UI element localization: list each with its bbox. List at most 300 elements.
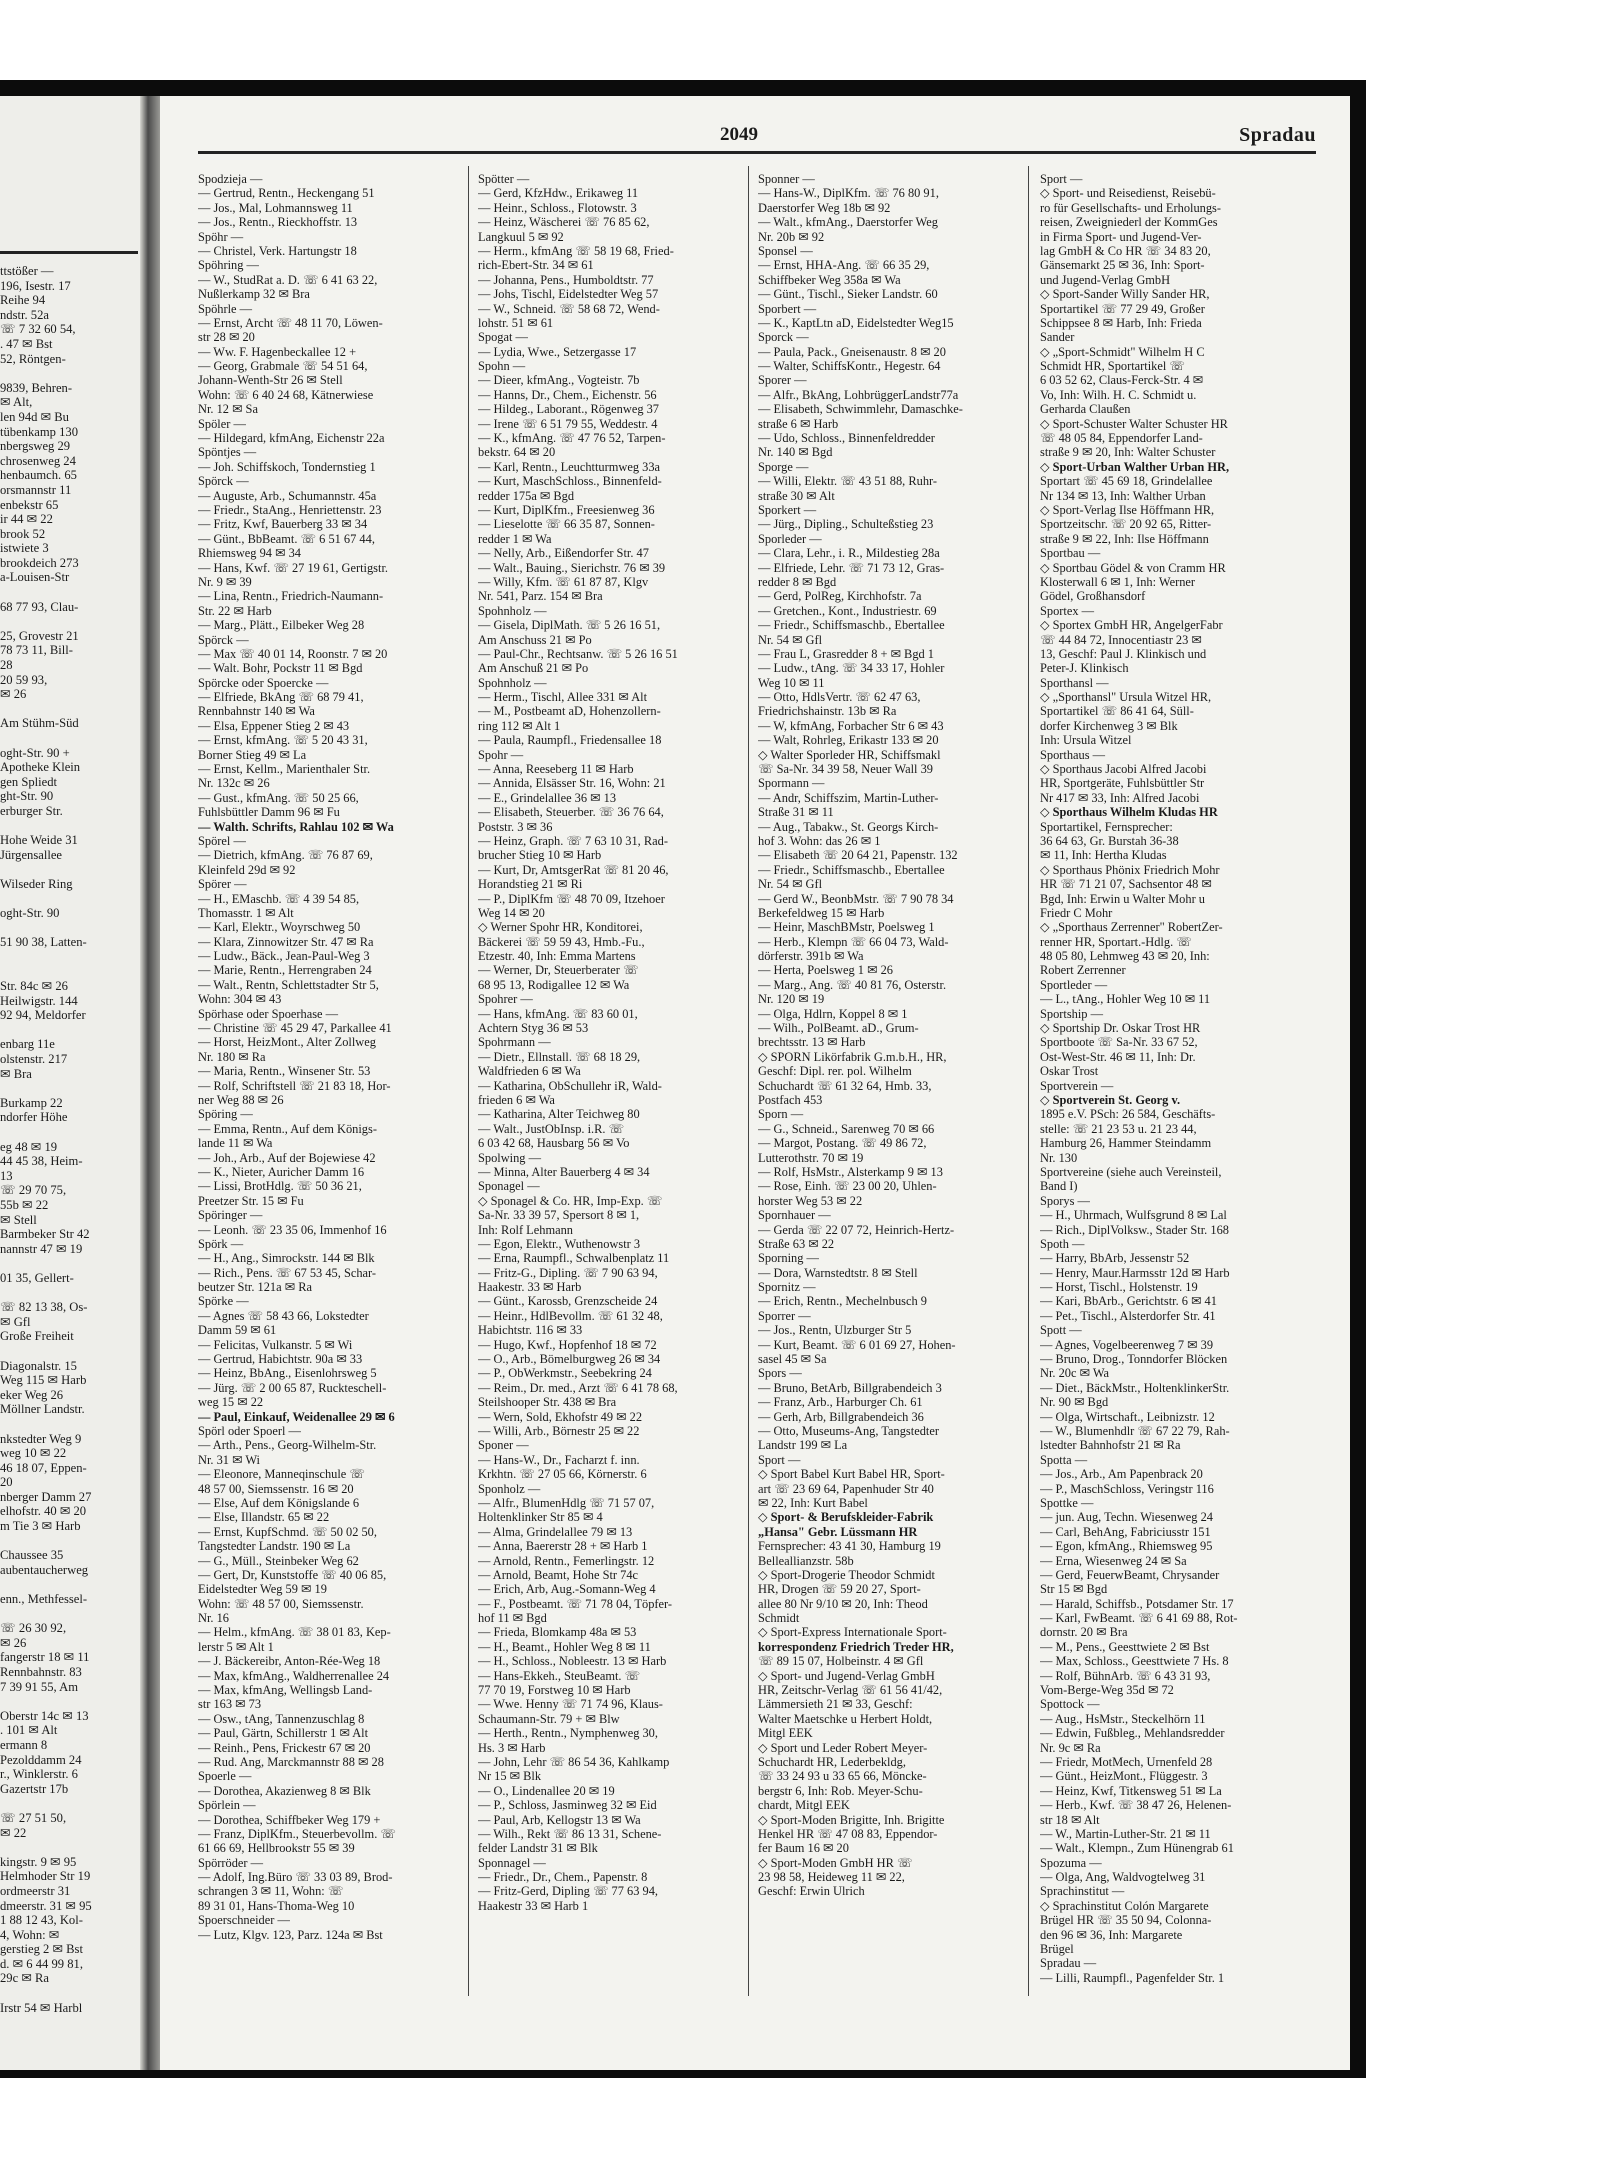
fragment-line: 68 77 93, Clau- [0, 599, 79, 614]
directory-entry: — Minna, Alter Bauerberg 4 ✉ 34 [478, 1164, 650, 1179]
surname-heading: Spörcke oder Spoercke — [198, 675, 329, 690]
directory-entry: weg 15 ✉ 22 [198, 1395, 264, 1410]
surname-heading: Spörröder — [198, 1855, 264, 1870]
fragment-line [0, 614, 140, 629]
directory-entry: — Friedr., Schiffsmaschb., Ebertallee [758, 862, 945, 877]
directory-entry: Peter-J. Klinkisch [1040, 661, 1129, 676]
directory-entry: ◇ Sportbau Gödel & von Cramm HR [1040, 560, 1226, 575]
surname-heading: Spolwing — [478, 1150, 541, 1165]
directory-entry: brechtsstr. 13 ✉ Harb [758, 1035, 866, 1050]
fragment-line: kingstr. 9 ✉ 95 [0, 1854, 77, 1869]
fragment-line [0, 1534, 140, 1549]
directory-entry: — Wwe. Henny ☏ 71 74 96, Klaus- [478, 1697, 663, 1712]
directory-entry: — Lilli, Raumpfl., Pagenfelder Str. 1 [1040, 1970, 1225, 1985]
fragment-line [0, 1256, 140, 1271]
directory-entry: ◇ Sportship Dr. Oskar Trost HR [1040, 1021, 1201, 1036]
column-2 [478, 172, 740, 1913]
fragment-line: Pezolddamm 24 [0, 1752, 82, 1767]
directory-entry: — Heinz, Kwf, Titkensweg 51 ✉ La [1040, 1783, 1222, 1798]
directory-entry: — Andr, Schiffszim, Martin-Luther- [758, 790, 939, 805]
fragment-line [0, 366, 140, 381]
directory-entry: ◇ Sporthaus Wilhelm Kludas HR [1040, 805, 1218, 820]
directory-entry: — Heinz, Graph. ☏ 7 63 10 31, Rad- [478, 833, 668, 848]
directory-entry: Nr. 140 ✉ Bgd [758, 445, 833, 460]
directory-entry: Fuhlsbüttler Damm 96 ✉ Fu [198, 805, 340, 820]
directory-entry: Nr. 54 ✉ Gfl [758, 632, 823, 647]
surname-heading: Spormann — [758, 776, 825, 791]
surname-heading: Sport — [758, 1452, 801, 1467]
directory-entry: Hs. 3 ✉ Harb [478, 1740, 546, 1755]
directory-entry: — John, Lehr ☏ 86 54 36, Kahlkamp [478, 1754, 670, 1769]
directory-entry: — P., DiplKfm ☏ 48 70 09, Itzehoer [478, 891, 665, 906]
directory-entry: — Hans, Kwf. ☏ 27 19 61, Gertigstr. [198, 560, 388, 575]
directory-entry: Postfach 453 [758, 1093, 823, 1107]
fragment-line: erburger Str. [0, 803, 63, 818]
directory-entry: — Paul, Einkauf, Weidenallee 29 ✉ 6 [198, 1409, 395, 1424]
directory-entry: Rhiemsweg 94 ✉ 34 [198, 546, 301, 561]
directory-entry: — Gert, Dr, Kunststoffe ☏ 40 06 85, [198, 1567, 387, 1582]
directory-entry: — G., Müll., Steinbeker Weg 62 [198, 1553, 359, 1568]
directory-entry: — Willy, Kfm. ☏ 61 87 87, Klgv [478, 574, 649, 589]
directory-entry: Sportartikel ☏ 86 41 64, Süll- [1040, 704, 1194, 719]
fragment-line: Chaussee 35 [0, 1548, 64, 1563]
directory-entry: Hamburg 26, Hammer Steindamm [1040, 1136, 1212, 1151]
surname-heading: Sportship — [1040, 1006, 1103, 1021]
directory-entry: lande 11 ✉ Wa [198, 1136, 273, 1151]
directory-entry: Daerstorfer Weg 18b ✉ 92 [758, 200, 891, 215]
directory-entry: — Fritz, Kwf, Bauerberg 33 ✉ 34 [198, 517, 368, 532]
directory-entry: — Leonh. ☏ 23 35 06, Immenhof 16 [198, 1222, 387, 1237]
surname-heading: Sponholz — [478, 1481, 541, 1496]
directory-entry: reisen, Zweigniederl der KommGes [1040, 215, 1218, 230]
directory-entry: — Lina, Rentn., Friedrich-Naumann- [198, 589, 384, 604]
directory-entry: — Hanns, Dr., Chem., Eichenstr. 56 [478, 387, 657, 402]
directory-entry: Straße 63 ✉ 22 [758, 1236, 835, 1251]
surname-heading: Spoerle — [198, 1769, 252, 1784]
directory-entry: — Erich, Arb, Aug.-Somann-Weg 4 [478, 1582, 656, 1597]
directory-entry: — Jürg., Dipling., Schulteßstieg 23 [758, 517, 934, 532]
directory-entry: rich-Ebert-Str. 34 ✉ 61 [478, 258, 594, 273]
directory-entry: — Arth., Pens., Georg-Wilhelm-Str. [198, 1438, 377, 1453]
directory-entry: Nr. 20b ✉ 92 [758, 229, 825, 244]
directory-entry: — Otto, HdlsVertr. ☏ 62 47 63, [758, 690, 921, 705]
directory-entry: — Walt., kfmAng., Daerstorfer Weg [758, 215, 938, 230]
directory-entry: Preetzer Str. 15 ✉ Fu [198, 1193, 304, 1208]
directory-entry: — Christel, Verk. Hartungstr 18 [198, 243, 357, 258]
directory-entry: 89 31 01, Hans-Thoma-Weg 10 [198, 1898, 355, 1913]
fragment-line: 29c ✉ Ra [0, 1971, 50, 1986]
surname-heading: Spötter — [478, 172, 530, 186]
directory-entry: — Jos., Mal, Lohmannsweg 11 [198, 200, 353, 215]
directory-entry: — Hugo, Kwf., Hopfenhof 18 ✉ 72 [478, 1337, 657, 1352]
fragment-line: 25, Grovestr 21 [0, 628, 79, 643]
fragment-line: olstenstr. 217 [0, 1052, 68, 1067]
directory-entry: — Fritz-Gerd, Dipling ☏ 77 63 94, [478, 1884, 658, 1899]
fragment-line: 51 90 38, Latten- [0, 935, 87, 950]
fragment-line [0, 1986, 140, 2001]
directory-entry: — K., kfmAng. ☏ 47 76 52, Tarpen- [478, 431, 666, 446]
directory-entry: ☏ 89 15 07, Holbeinstr. 4 ✉ Gfl [758, 1654, 924, 1669]
directory-entry: — Reim., Dr. med., Arzt ☏ 6 41 78 68, [478, 1380, 678, 1395]
surname-heading: Spohrer — [478, 992, 533, 1007]
directory-entry: — Pet., Tischl., Alsterdorfer Str. 41 [1040, 1308, 1216, 1323]
directory-entry: ◇ SPORN Likörfabrik G.m.b.H., HR, [758, 1049, 947, 1064]
directory-entry: in Firma Sport- und Jugend-Ver- [1040, 229, 1202, 244]
directory-entry: — Horst, HeizMont., Alter Zollweg [198, 1035, 376, 1050]
column-divider [1028, 166, 1029, 1996]
fragment-line: Große Freiheit [0, 1329, 74, 1344]
directory-entry: — Johanna, Pens., Humboldtstr. 77 [478, 272, 654, 287]
fragment-line: ✉ 26 [0, 687, 27, 702]
directory-entry: Fernsprecher: 43 41 30, Hamburg 19 [758, 1539, 941, 1554]
directory-entry: fer Baum 16 ✉ 20 [758, 1841, 849, 1856]
surname-heading: Spörer — [198, 877, 247, 892]
fragment-line: Gazertstr 17b [0, 1781, 69, 1796]
fragment-line: Burkamp 22 [0, 1095, 63, 1110]
directory-entry: ◇ Sprachinstitut Colón Margarete [1040, 1898, 1209, 1913]
directory-entry: — H., Beamt., Hohler Weg 8 ✉ 11 [478, 1639, 651, 1654]
directory-entry: Nr. 120 ✉ 19 [758, 992, 825, 1007]
fragment-line [0, 585, 140, 600]
directory-entry: Nr. 90 ✉ Bgd [1040, 1395, 1109, 1410]
directory-entry: — Franz, DiplKfm., Steuerbevollm. ☏ [198, 1826, 396, 1841]
fragment-line: elhofstr. 40 ✉ 20 [0, 1504, 87, 1519]
directory-entry: — Walt, Rohrleg, Erikastr 133 ✉ 20 [758, 733, 939, 748]
directory-entry: Nr. 54 ✉ Gfl [758, 877, 823, 892]
directory-entry: — Horst, Tischl., Holstenstr. 19 [1040, 1280, 1198, 1295]
directory-entry: — Auguste, Arb., Schumannstr. 45a [198, 488, 377, 503]
directory-entry: — Adolf, Ing.Büro ☏ 33 03 89, Brod- [198, 1870, 393, 1885]
directory-entry: — Frau L, Grasredder 8 + ✉ Bgd 1 [758, 646, 935, 661]
fragment-line: Heilwigstr. 144 [0, 993, 78, 1008]
directory-entry: — Dieer, kfmAng., Vogteistr. 7b [478, 373, 640, 388]
directory-entry: — Kari, BbArb., Gerichtstr. 6 ✉ 41 [1040, 1294, 1217, 1309]
fragment-line: ght-Str. 90 [0, 789, 54, 804]
directory-entry: — Elfriede, BkAng ☏ 68 79 41, [198, 690, 364, 705]
directory-entry: sasel 45 ✉ Sa [758, 1352, 827, 1367]
directory-entry: Vo, Inh: Wilh. H. C. Schmidt u. [1040, 387, 1197, 402]
directory-entry: frieden 6 ✉ Wa [478, 1093, 555, 1107]
directory-entry: — O., Arb., Bömelburgweg 26 ✉ 34 [478, 1352, 661, 1367]
surname-heading: Spöler — [198, 416, 246, 431]
directory-entry: brucher Stieg 10 ✉ Harb [478, 848, 602, 863]
directory-entry: ◇ „Sporthaus Zerrenner" RobertZer- [1040, 920, 1223, 935]
directory-entry: ☏ 48 05 84, Eppendorfer Land- [1040, 431, 1203, 446]
directory-entry: ◇ Sport Babel Kurt Babel HR, Sport- [758, 1467, 945, 1482]
directory-entry: schrangen 3 ✉ 11, Wohn: ☏ [198, 1884, 344, 1899]
fragment-line: dmeerstr. 31 ✉ 95 [0, 1898, 92, 1913]
directory-entry: dörferstr. 391b ✉ Wa [758, 949, 864, 964]
directory-entry: — Eleonore, Manneqinschule ☏ [198, 1467, 365, 1482]
fragment-line [0, 731, 140, 746]
directory-entry: Nr. 130 [1040, 1150, 1078, 1165]
fragment-line: Weg 115 ✉ Harb [0, 1373, 87, 1388]
fragment-line: Oberstr 14c ✉ 13 [0, 1708, 89, 1723]
directory-entry: ◇ Sport-Verlag Ilse Höffmann HR, [1040, 502, 1215, 517]
directory-entry: Wohn: ☏ 6 40 24 68, Kätnerwiese [198, 387, 374, 402]
directory-entry: — Alma, Grindelallee 79 ✉ 13 [478, 1524, 633, 1539]
directory-entry: — Heinz, BbAng., Eisenlohrsweg 5 [198, 1366, 377, 1381]
directory-entry: 1895 e.V. PSch: 26 584, Geschäfts- [1040, 1107, 1216, 1122]
directory-entry: — Arnold, Rentn., Femerlingstr. 12 [478, 1553, 655, 1568]
directory-entry: Poststr. 3 ✉ 36 [478, 819, 553, 834]
directory-entry: — Dietrich, kfmAng. ☏ 76 87 69, [198, 848, 373, 863]
directory-entry: — Edwin, Fußbleg., Mehlandsredder [1040, 1726, 1225, 1741]
directory-entry: — Egon, kfmAng., Rhiemsweg 95 [1040, 1539, 1213, 1554]
directory-entry: Nr. 20c ✉ Wa [1040, 1366, 1110, 1381]
directory-entry: Friedr C Mohr [1040, 905, 1113, 920]
directory-entry: Langkuul 5 ✉ 92 [478, 229, 564, 244]
directory-entry: dornstr. 20 ✉ Bra [1040, 1625, 1128, 1640]
directory-entry: — Dorothea, Schiffbeker Weg 179 + [198, 1812, 381, 1827]
fragment-line: Diagonalstr. 15 [0, 1358, 77, 1373]
fragment-line: Reihe 94 [0, 293, 46, 308]
directory-entry: — Kurt, Dr, AmtsgerRat ☏ 81 20 46, [478, 862, 669, 877]
directory-entry: — Dora, Warnstedtstr. 8 ✉ Stell [758, 1265, 918, 1280]
fragment-line: Barmbeker Str 42 [0, 1227, 90, 1242]
directory-entry: — H., Schloss., Nobleestr. 13 ✉ Harb [478, 1654, 667, 1669]
directory-entry: — P., MaschSchloss, Veringstr 116 [1040, 1481, 1214, 1496]
directory-entry: — Hans-W., Dr., Facharzt f. inn. [478, 1452, 640, 1467]
directory-entry: — Marie, Rentn., Herrengraben 24 [198, 963, 372, 978]
directory-entry: — Hildegard, kfmAng, Eichenstr 22a [198, 431, 385, 446]
directory-entry: — Paula, Pack., Gneisenaustr. 8 ✉ 20 [758, 344, 946, 359]
fragment-line [0, 1023, 140, 1038]
directory-entry: — Rolf, HsMstr., Alsterkamp 9 ✉ 13 [758, 1164, 943, 1179]
fragment-line: 1 88 12 43, Kol- [0, 1913, 83, 1928]
surname-heading: Spöhring — [198, 258, 259, 273]
directory-entry: Eidelstedter Weg 59 ✉ 19 [198, 1582, 327, 1597]
directory-entry: horster Weg 53 ✉ 22 [758, 1193, 863, 1208]
directory-entry: — Alfr., BlumenHdlg ☏ 71 57 07, [478, 1495, 655, 1510]
left-page-rule [0, 251, 138, 254]
directory-entry: 13, Geschf: Paul J. Klinkisch und [1040, 646, 1207, 661]
surname-heading: Spöhr — [198, 229, 244, 244]
directory-entry: 77 70 19, Forstweg 10 ✉ Harb [478, 1683, 631, 1698]
directory-entry: Thomasstr. 1 ✉ Alt [198, 905, 294, 920]
directory-entry: 48 57 00, Siemssenstr. 16 ✉ 20 [198, 1481, 354, 1496]
fragment-line [0, 1840, 140, 1855]
directory-entry: ☏ 33 24 93 u 33 65 66, Mönckе- [758, 1769, 927, 1784]
fragment-line [0, 1286, 140, 1301]
surname-heading: Spors — [758, 1366, 802, 1381]
directory-entry: — Otto, Museums-Ang, Tangstedter [758, 1423, 939, 1438]
directory-entry: Weg 10 ✉ 11 [758, 675, 825, 690]
directory-entry: Schmidt HR, Sportartikel ☏ [1040, 359, 1185, 374]
fragment-line [0, 1607, 140, 1622]
surname-heading: Sponsel — [758, 243, 813, 258]
surname-heading: Spornhauer — [758, 1208, 831, 1223]
directory-entry: — Gertrud, Rentn., Heckengang 51 [198, 186, 375, 201]
directory-entry: ◇ Walter Sporleder HR, Schiffsmakl [758, 747, 941, 762]
surname-heading: Sporkert — [758, 502, 817, 517]
directory-entry: ◇ Sporthaus Phönix Friedrich Mohr [1040, 862, 1220, 877]
directory-entry: — Klara, Zinnowitzer Str. 47 ✉ Ra [198, 934, 374, 949]
directory-entry: Habichtstr. 116 ✉ 33 [478, 1323, 583, 1338]
directory-entry: — Wilh., Rekt ☏ 86 13 31, Schene- [478, 1826, 662, 1841]
column-4 [1040, 172, 1302, 1985]
directory-entry: — Walt. Bohr, Pockstr 11 ✉ Bgd [198, 661, 363, 676]
directory-entry: — Wilh., PolBeamt. aD., Grum- [758, 1021, 919, 1036]
directory-entry: — Paul-Chr., Rechtsanw. ☏ 5 26 16 51 [478, 646, 678, 661]
fragment-line: ✉ Bra [0, 1066, 32, 1081]
directory-entry: HR, Drogen ☏ 59 20 27, Sport- [758, 1582, 921, 1597]
directory-entry: — Kurt, DiplKfm., Freesienweg 36 [478, 502, 655, 517]
directory-entry: ◇ Sporthaus Jacobi Alfred Jacobi [1040, 762, 1207, 777]
fragment-line: gen Spliedt [0, 774, 58, 789]
directory-entry: redder 8 ✉ Bgd [758, 574, 837, 589]
directory-entry: — Elfriede, Lehr. ☏ 71 73 12, Gras- [758, 560, 945, 575]
left-page-fragment [0, 96, 145, 2070]
directory-entry: Kleinfeld 29d ✉ 92 [198, 862, 296, 877]
fragment-line [0, 1344, 140, 1359]
fragment-line: brook 52 [0, 526, 46, 541]
directory-entry: HR ☏ 71 21 07, Sachsentor 48 ✉ [1040, 877, 1212, 892]
directory-entry: — Franz, Arb., Harburger Ch. 61 [758, 1395, 923, 1410]
directory-entry: — Rich., Pens. ☏ 67 53 45, Schar- [198, 1265, 377, 1280]
fragment-line: 52, Röntgen- [0, 351, 66, 366]
directory-entry: Nr. 541, Parz. 154 ✉ Bra [478, 589, 603, 604]
directory-entry: — Jos., Rentn., Rieckhoffstr. 13 [198, 215, 358, 230]
surname-heading: Spöntjes — [198, 445, 257, 460]
surname-heading: Spottock — [1040, 1697, 1100, 1712]
directory-entry: — Christine ☏ 45 29 47, Parkallee 41 [198, 1021, 392, 1036]
fragment-line: len 94d ✉ Bu [0, 409, 69, 424]
fragment-line: ☏ 82 13 38, Os- [0, 1300, 88, 1315]
directory-entry: — Werner, Dr, Steuerberater ☏ [478, 963, 639, 978]
directory-entry: Horandstieg 21 ✉ Ri [478, 877, 583, 892]
surname-heading: Spozuma — [1040, 1855, 1102, 1870]
fragment-line: 9839, Behren- [0, 380, 73, 395]
directory-entry: — Hans-W., DiplKfm. ☏ 76 80 91, [758, 186, 939, 201]
directory-entry: — W., StudRat a. D. ☏ 6 41 63 22, [198, 272, 378, 287]
directory-entry: 68 95 13, Rodigallee 12 ✉ Wa [478, 977, 630, 992]
directory-entry: — Herb., Klempn ☏ 66 04 73, Wald- [758, 934, 949, 949]
fragment-line: henbaumch. 65 [0, 468, 77, 483]
directory-entry: Haakestr. 33 ✉ Harb [478, 1280, 582, 1295]
surname-heading: Sporthaus — [1040, 747, 1106, 762]
surname-heading: Spoth — [1040, 1236, 1085, 1251]
directory-entry: — Margot, Postang. ☏ 49 86 72, [758, 1136, 927, 1151]
directory-entry: — Arnold, Beamt, Hohe Str 74c [478, 1567, 639, 1582]
directory-entry: Damm 59 ✉ 61 [198, 1323, 277, 1338]
directory-entry: Schmidt [758, 1611, 800, 1626]
surname-heading: Spohn — [478, 359, 526, 374]
fragment-line: orsmannstr 11 [0, 482, 72, 497]
directory-entry: — Lutz, Klgv. 123, Parz. 124a ✉ Bst [198, 1927, 383, 1942]
surname-heading: Spöringer — [198, 1208, 263, 1223]
surname-heading: Sport — [1040, 172, 1083, 186]
directory-entry: Rennbahnstr 140 ✉ Wa [198, 704, 315, 719]
directory-entry: Berkefeldweg 15 ✉ Harb [758, 905, 885, 920]
surname-heading: Spöhrle — [198, 301, 253, 316]
column-divider [748, 166, 749, 1996]
directory-entry: „Hansa" Gebr. Lüssmann HR [758, 1524, 918, 1539]
directory-entry: — J. Bäckereibr, Anton-Rée-Weg 18 [198, 1654, 381, 1669]
directory-entry: — Marg., Plätt., Eilbeker Weg 28 [198, 618, 365, 633]
surname-heading: Sporn — [758, 1107, 804, 1122]
fragment-line: nkstedter Weg 9 [0, 1431, 82, 1446]
directory-entry: — Rud. Ang, Marckmannstr 88 ✉ 28 [198, 1754, 384, 1769]
book-gutter [140, 96, 160, 2070]
directory-entry: — Herm., kfmAng ☏ 58 19 68, Fried- [478, 243, 674, 258]
directory-entry: den 96 ✉ 36, Inh: Margarete [1040, 1927, 1183, 1942]
directory-entry: Bgd, Inh: Erwin u Walter Mohr u [1040, 891, 1205, 906]
fragment-line [0, 1125, 140, 1140]
directory-entry: — Erna, Raumpfl., Schwalbenplatz 11 [478, 1251, 670, 1266]
directory-entry: — Günt., HeizMont., Flüggestr. 3 [1040, 1769, 1208, 1784]
directory-entry: — Paula, Raumpfl., Friedensallee 18 [478, 733, 662, 748]
directory-entry: — H., Uhrmach, Wulfsgrund 8 ✉ Lal [1040, 1208, 1227, 1223]
directory-entry: ◇ Sponagel & Co. HR, Imp-Exp. ☏ [478, 1193, 663, 1208]
directory-entry: — Rich., DiplVolksw., Stader Str. 168 [1040, 1222, 1229, 1237]
column-divider [468, 166, 469, 1996]
directory-entry: — L., tAng., Hohler Weg 10 ✉ 11 [1040, 992, 1211, 1007]
directory-entry: Am Anschuß 21 ✉ Po [478, 661, 589, 676]
directory-entry: lag GmbH & Co HR ☏ 34 83 20, [1040, 243, 1211, 258]
fragment-line: r., Winklerstr. 6 [0, 1767, 78, 1782]
directory-entry: Weg 14 ✉ 20 [478, 905, 545, 920]
directory-entry: — Gerd W., BeonbMstr. ☏ 7 90 78 34 [758, 891, 954, 906]
directory-entry: — Elisabeth ☏ 20 64 21, Papenstr. 132 [758, 848, 958, 863]
directory-entry: — Clara, Lehr., i. R., Mildestieg 28a [758, 546, 940, 561]
directory-entry: HR, Sportgeräte, Fuhlsbüttler Str [1040, 776, 1205, 791]
directory-entry: — Harry, BbArb, Jessenstr 52 [1040, 1251, 1190, 1266]
directory-entry: — Helm., kfmAng. ☏ 38 01 83, Kep- [198, 1625, 391, 1640]
directory-entry: ◇ Sport-Moden GmbH HR ☏ [758, 1855, 913, 1870]
directory-entry: — Hildeg., Laborant., Rögenweg 37 [478, 402, 660, 417]
fragment-line: 196, Isestr. 17 [0, 278, 71, 293]
directory-entry: — Else, Auf dem Königslande 6 [198, 1495, 360, 1510]
fragment-line: Helmhoder Str 19 [0, 1869, 91, 1884]
directory-entry: str 163 ✉ 73 [198, 1697, 262, 1712]
surname-heading: Sporbert — [758, 301, 817, 316]
directory-entry: Wohn: 304 ✉ 43 [198, 992, 282, 1007]
fragment-line: enn., Methfessel- [0, 1592, 88, 1607]
surname-heading: Sporys — [1040, 1193, 1090, 1208]
directory-entry: ◇ Werner Spohr HR, Konditorei, [478, 920, 643, 935]
directory-entry: Lutterothstr. 70 ✉ 19 [758, 1150, 864, 1165]
directory-entry: Klosterwall 6 ✉ 1, Inh: Werner [1040, 574, 1196, 589]
directory-entry: Sportvereine (siehe auch Vereinsteil, [1040, 1164, 1222, 1179]
surname-heading: Spoerschneider — [198, 1913, 290, 1928]
directory-entry: — W., Schneid. ☏ 58 68 72, Wend- [478, 301, 660, 316]
directory-entry: Schiffbeker Weg 358a ✉ Wa [758, 272, 901, 287]
directory-entry: — Günt., Karossb, Grenzscheide 24 [478, 1294, 658, 1309]
surname-heading: Spörl oder Spoerl — [198, 1423, 301, 1438]
fragment-line: gerstieg 2 ✉ Bst [0, 1942, 83, 1957]
directory-entry: art ☏ 23 69 64, Papenhuder Str 40 [758, 1481, 934, 1496]
directory-entry: — Emma, Rentn., Auf dem Königs- [198, 1121, 377, 1136]
directory-entry: Sportart ☏ 45 69 18, Grindelallee [1040, 474, 1213, 489]
surname-heading: Spohrmann — [478, 1035, 551, 1050]
fragment-line: 78 73 11, Bill- [0, 643, 73, 658]
surname-heading: Sporck — [758, 330, 809, 345]
fragment-line: ✉ 26 [0, 1635, 27, 1650]
directory-entry: — Max ☏ 40 01 14, Roonstr. 7 ✉ 20 [198, 646, 388, 661]
directory-entry: — Maria, Rentn., Winsener Str. 53 [198, 1064, 371, 1079]
fragment-line: eg 48 ✉ 19 [0, 1139, 58, 1154]
directory-entry: — Fritz-G., Dipling. ☏ 7 90 63 94, [478, 1265, 658, 1280]
directory-entry: — Katharina, Alter Teichweg 80 [478, 1107, 640, 1122]
fragment-line: Am Stühm-Süd [0, 716, 79, 731]
fragment-line: 28 [0, 658, 13, 673]
fragment-line: enbarg 11e [0, 1037, 55, 1052]
directory-entry: — Agnes ☏ 58 43 66, Lokstedter [198, 1308, 369, 1323]
fragment-line: ☏ 26 30 92, [0, 1621, 67, 1636]
directory-entry: ro für Gesellschafts- und Erholungs- [1040, 200, 1221, 215]
fragment-line: oght-Str. 90 + [0, 745, 70, 760]
